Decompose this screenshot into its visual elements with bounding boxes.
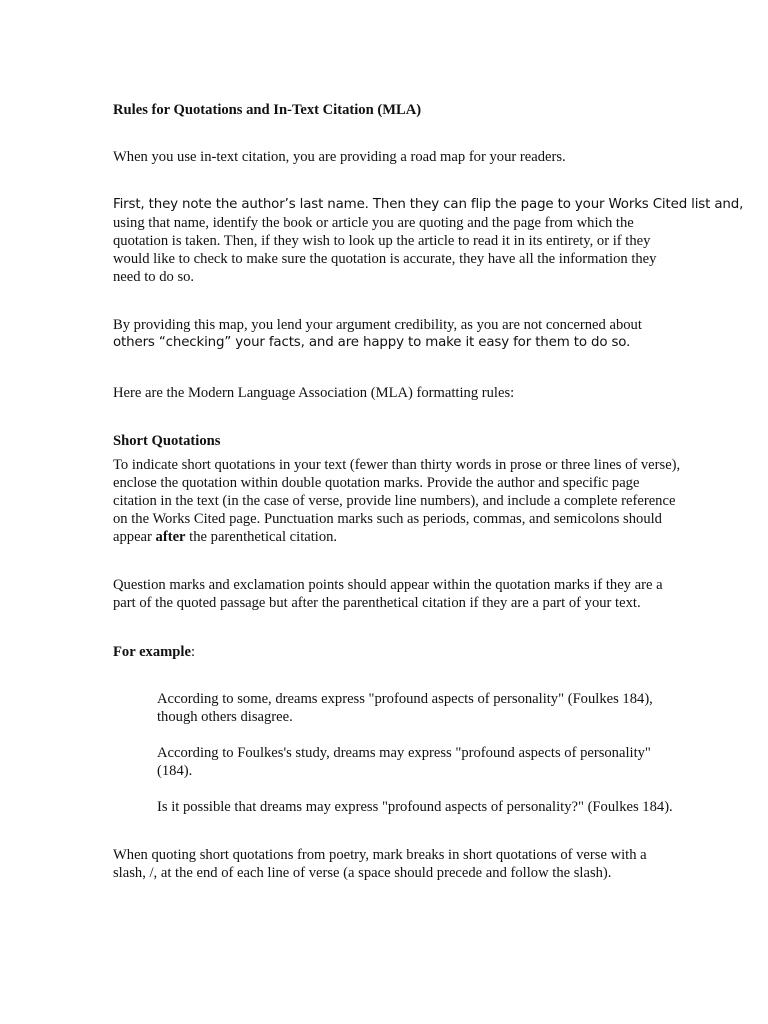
map-paragraph-line-2: others “checking” your facts, and are happy to make it easy for them to do so. bbox=[113, 335, 631, 350]
short-paragraph-line-5 bbox=[113, 528, 713, 546]
rules-paragraph: Here are the Modern Language Association (MLA) formatting rules: bbox=[113, 385, 515, 401]
short-paragraph-line-1: To indicate short quotations in your text (fewer than thirty words in prose or three lines of verse), bbox=[113, 457, 681, 473]
poetry-paragraph bbox=[113, 846, 713, 882]
short-paragraph-line-4: on the Works Cited page. Punctuation marks such as periods, commas, and semicolons should bbox=[113, 511, 662, 527]
first-paragraph-line-3: quotation is taken. Then, if they wish to look up the article to read it in its entirety, or if they bbox=[113, 233, 651, 249]
first-paragraph-line-2: using that name, identify the book or article you are quoting and the page from which the bbox=[113, 215, 634, 231]
example-2-line-2: (184). bbox=[157, 763, 193, 779]
example-1-line-2: though others disagree. bbox=[157, 709, 293, 725]
question-marks-paragraph bbox=[113, 576, 713, 612]
question-paragraph-line-1: Question marks and exclamation points should appear within the quotation marks if they are a bbox=[113, 577, 663, 593]
first-paragraph-line-5: need to do so. bbox=[113, 269, 195, 285]
map-paragraph bbox=[113, 316, 713, 352]
emphasis-after: after bbox=[155, 529, 186, 545]
short-paragraph-line-5-before: appear bbox=[113, 529, 156, 545]
example-quote-2 bbox=[157, 744, 717, 780]
short-paragraph-line-5-after: the parenthetical citation. bbox=[185, 529, 338, 545]
first-paragraph-line-4: would like to check to make sure the quotation is accurate, they have all the information they bbox=[113, 251, 657, 267]
poetry-paragraph-line-1: When quoting short quotations from poetry, mark breaks in short quotations of verse with a bbox=[113, 847, 647, 863]
first-paragraph-line-1: First, they note the author’s last name. Then they can flip the page to your Works Cited list and, bbox=[113, 197, 744, 212]
example-3-line-1: Is it possible that dreams may express "profound aspects of personality?" (Foulkes 184). bbox=[157, 799, 673, 815]
example-quote-3 bbox=[157, 798, 717, 816]
example-heading-label: For example bbox=[113, 644, 191, 660]
map-paragraph-line-1: By providing this map, you lend your argument credibility, as you are not concerned about bbox=[113, 317, 642, 333]
example-heading bbox=[113, 643, 713, 661]
short-paragraph-line-3: citation in the text (in the case of verse, provide line numbers), and include a complete reference bbox=[113, 493, 676, 509]
question-paragraph-line-2: part of the quoted passage but after the parenthetical citation if they are a part of your text. bbox=[113, 595, 641, 611]
short-paragraph-line-2: enclose the quotation within double quotation marks. Provide the author and specific page bbox=[113, 475, 640, 491]
example-heading-colon: : bbox=[190, 644, 196, 660]
example-quote-1 bbox=[157, 690, 717, 726]
short-quotations-paragraph bbox=[113, 456, 713, 546]
intro-paragraph: When you use in-text citation, you are providing a road map for your readers. bbox=[113, 149, 566, 165]
poetry-paragraph-line-2: slash, /, at the end of each line of verse (a space should precede and follow the slash). bbox=[113, 865, 612, 881]
first-paragraph bbox=[113, 196, 744, 286]
example-2-line-1: According to Foulkes's study, dreams may express "profound aspects of personality" bbox=[157, 745, 651, 761]
document-title: Rules for Quotations and In-Text Citation (MLA) bbox=[113, 102, 422, 118]
example-1-line-1: According to some, dreams express "profound aspects of personality" (Foulkes 184), bbox=[157, 691, 653, 707]
short-quotations-heading: Short Quotations bbox=[113, 433, 221, 449]
